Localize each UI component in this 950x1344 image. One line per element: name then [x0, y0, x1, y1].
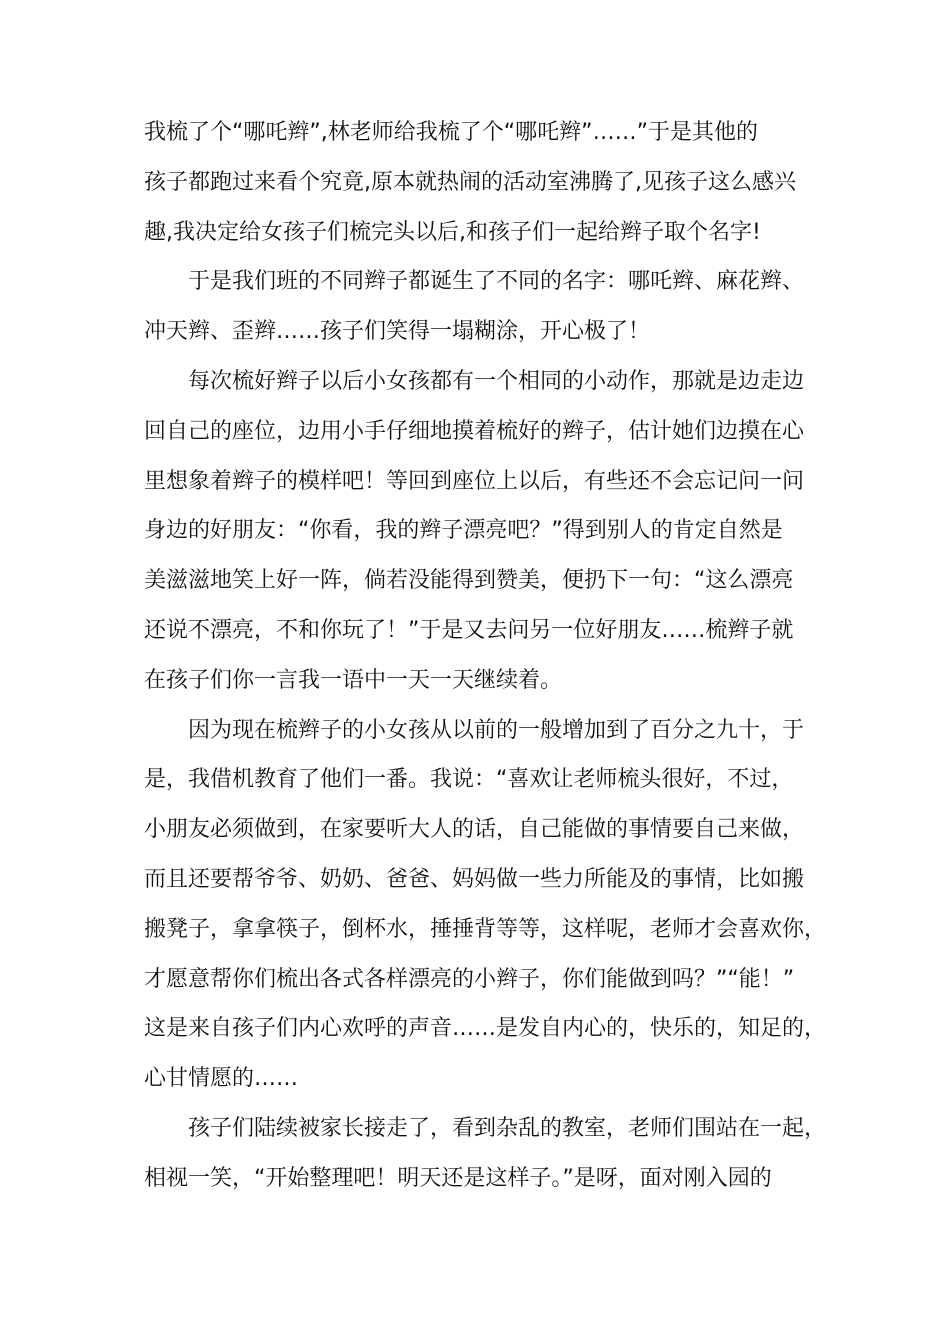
- text-line: 里想象着辫子的模样吧！等回到座位上以后，有些还不会忘记问一问: [144, 468, 805, 494]
- text-line: 回自己的座位，边用小手仔细地摸着梳好的辫子，估计她们边摸在心: [144, 418, 805, 444]
- text-line: 搬凳子，拿拿筷子，倒杯水，捶捶背等等，这样呢，老师才会喜欢你，: [144, 916, 827, 942]
- text-line: 我梳了个“哪吒辫”,林老师给我梳了个“哪吒辫”……”于是其他的: [144, 120, 758, 145]
- text-line: 这是来自孩子们内心欢呼的声音……是发自内心的，快乐的，知足的，: [144, 1016, 827, 1042]
- text-line: 相视一笑，“开始整理吧！明天还是这样子。”是呀，面对刚入园的: [144, 1165, 772, 1191]
- text-line: 才愿意帮你们梳出各式各样漂亮的小辫子，你们能做到吗？”“能！”: [144, 966, 795, 992]
- text-line: 孩子都跑过来看个究竟,原本就热闹的活动室沸腾了,见孩子这么感兴: [144, 169, 796, 195]
- text-line: 在孩子们你一言我一语中一天一天继续着。: [144, 667, 563, 693]
- text-line: 是，我借机教育了他们一番。我说：“喜欢让老师梳头很好，不过，: [144, 767, 794, 793]
- text-line: 美滋滋地笑上好一阵，倘若没能得到赞美，便扔下一句：“这么漂亮: [144, 568, 794, 594]
- text-line: 孩子们陆续被家长接走了，看到杂乱的教室，老师们围站在一起，: [188, 1115, 827, 1141]
- text-line: 身边的好朋友：“你看，我的辫子漂亮吧？”得到别人的肯定自然是: [144, 518, 783, 544]
- text-line: 趣,我决定给女孩子们梳完头以后,和孩子们一起给辫子取个名字!: [144, 219, 761, 245]
- text-line: 还说不漂亮，不和你玩了！”于是又去问另一位好朋友……梳辫子就: [144, 617, 794, 643]
- text-line: 因为现在梳辫子的小女孩从以前的一般增加到了百分之九十，于: [188, 717, 805, 743]
- body-text: [144, 108, 827, 1204]
- text-line: 冲天辫、歪辫……孩子们笑得一塌糊涂，开心极了！: [144, 319, 651, 345]
- text-line: 小朋友必须做到，在家要听大人的话，自己能做的事情要自己来做，: [144, 817, 805, 843]
- text-line: 于是我们班的不同辫子都诞生了不同的名字：哪吒辫、麻花辫、: [188, 269, 805, 295]
- text-line: 每次梳好辫子以后小女孩都有一个相同的小动作，那就是边走边: [188, 368, 805, 394]
- text-line: 而且还要帮爷爷、奶奶、爸爸、妈妈做一些力所能及的事情，比如搬: [144, 866, 805, 892]
- text-line: 心甘情愿的……: [144, 1066, 299, 1092]
